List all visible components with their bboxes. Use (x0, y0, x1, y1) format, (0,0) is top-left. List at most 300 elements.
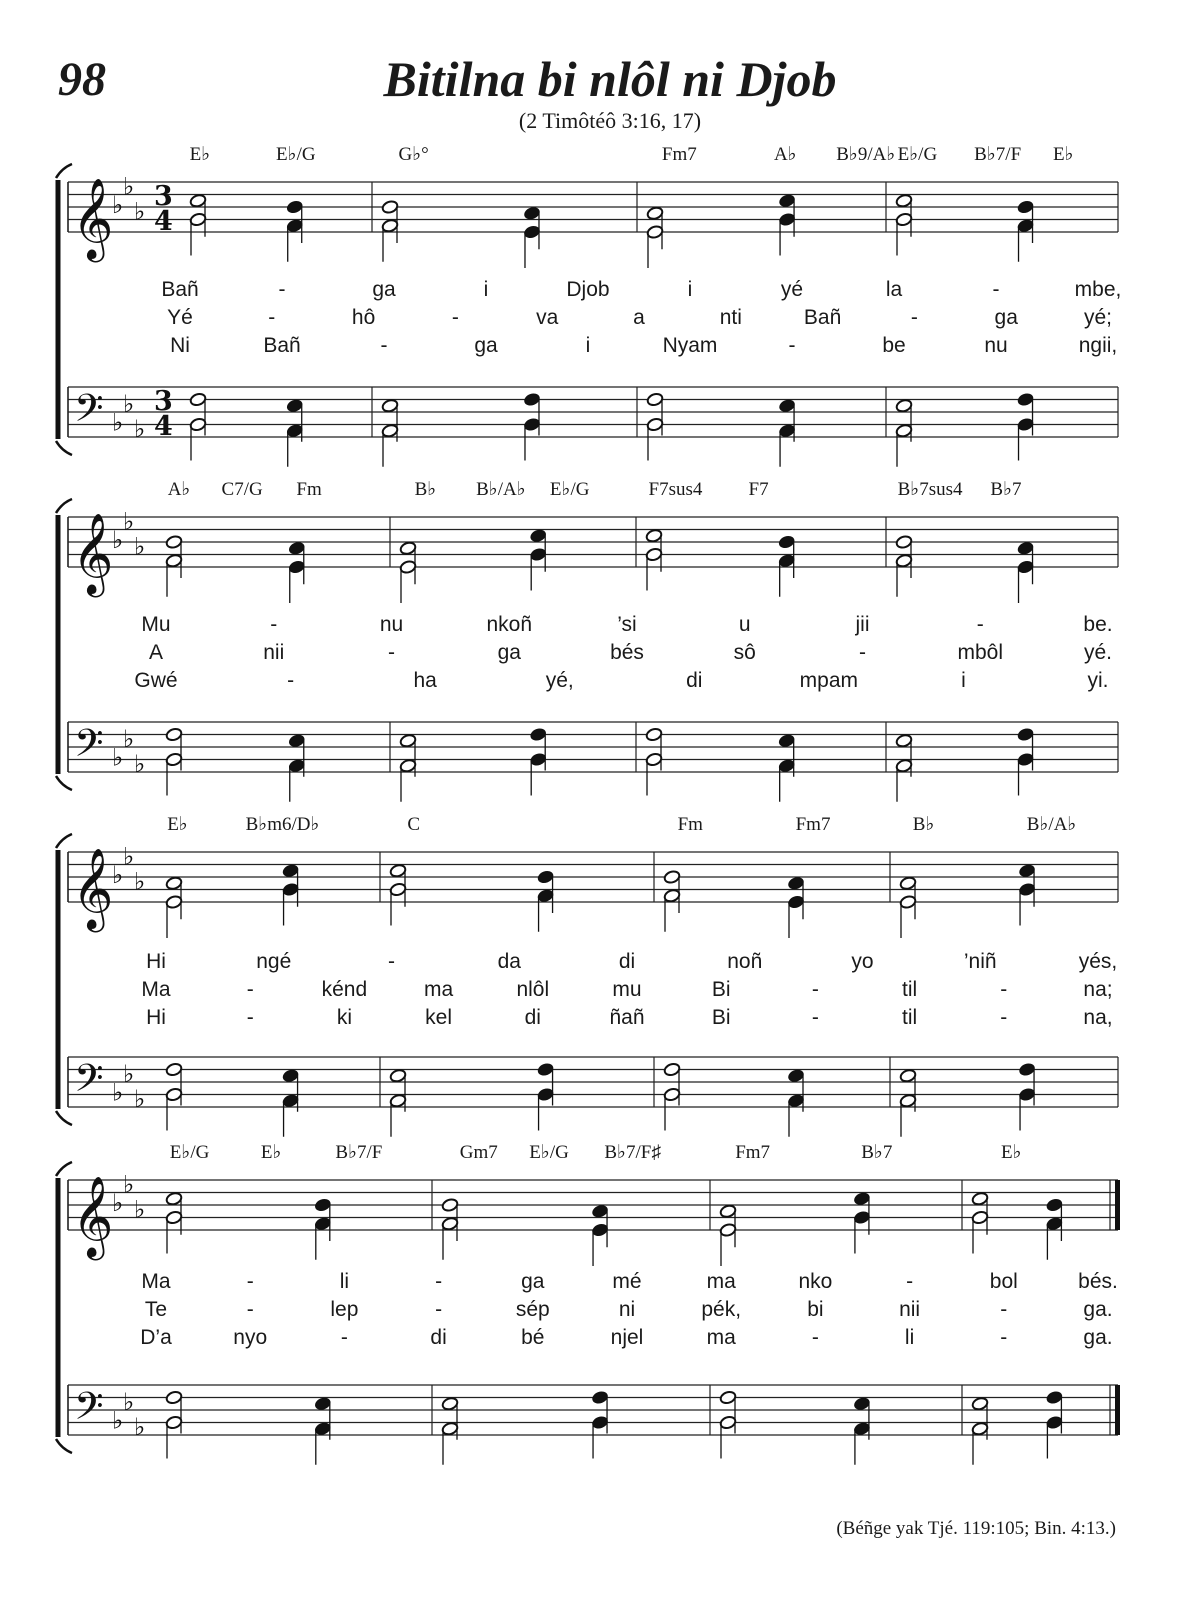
lyric-syllable: lep (330, 1298, 359, 1321)
lyric-hyphen: - (388, 641, 395, 664)
notehead (778, 398, 796, 413)
lyric-syllable: nu (379, 613, 404, 636)
notehead (165, 895, 183, 910)
notehead (523, 206, 541, 221)
notehead (1046, 1198, 1064, 1213)
time-signature-bottom: 4 (154, 206, 173, 237)
treble-staff (68, 1180, 1118, 1230)
notehead (899, 1093, 917, 1108)
notehead (663, 888, 681, 903)
treble-staff (68, 852, 1118, 902)
notehead (1046, 1390, 1064, 1405)
lyric-syllable: va (536, 306, 559, 329)
notehead (288, 541, 306, 556)
lyric-syllable: nkoñ (486, 613, 533, 636)
notehead (523, 225, 541, 240)
key-flat-icon: ♭ (112, 191, 124, 219)
lyric-hyphen: - (380, 334, 388, 357)
lyric-syllable: li (339, 1270, 350, 1293)
notehead (523, 417, 541, 432)
lyric-syllable: Nyam (662, 334, 718, 357)
lyric-syllable: nyo (233, 1326, 268, 1349)
treble-clef-icon: 𝄞 (72, 847, 114, 929)
lyric-syllable: ga. (1083, 1326, 1113, 1349)
notehead (288, 758, 306, 773)
notehead (537, 1087, 555, 1102)
notehead (282, 1093, 300, 1108)
lyric-syllable: na; (1083, 978, 1113, 1001)
notehead (286, 200, 304, 215)
system-4 (56, 1142, 1120, 1465)
notehead (389, 1068, 407, 1083)
chord-symbol: Gm7 (459, 1142, 498, 1163)
lyric-hyphen: - (910, 306, 918, 329)
lyric-syllable: ’si (617, 613, 637, 636)
notehead (314, 1396, 332, 1411)
notehead (1046, 1216, 1064, 1231)
key-flat-icon: ♭ (134, 1195, 146, 1224)
lyric-hyphen: - (246, 1298, 254, 1321)
notehead (895, 193, 913, 208)
notehead (645, 727, 663, 742)
key-flat-icon: ♭ (112, 1406, 124, 1435)
lyric-syllable: sô (733, 641, 756, 664)
notehead (646, 392, 664, 407)
lyric-hyphen: - (435, 1270, 443, 1293)
lyric-syllable: bé (521, 1326, 545, 1349)
notehead (1017, 727, 1035, 742)
system-bracket (56, 499, 72, 790)
notehead (778, 212, 796, 227)
lyric-syllable: Yé (167, 306, 193, 329)
lyric-syllable: be (882, 334, 906, 357)
treble-clef-icon: 𝄞 (72, 512, 114, 594)
lyric-syllable: mbôl (957, 641, 1004, 664)
lyric-syllable: yi. (1087, 669, 1109, 692)
notehead (441, 1396, 459, 1411)
lyric-hyphen: - (859, 641, 866, 664)
chord-symbol: B♭/A♭ (476, 479, 526, 500)
chord-symbol: E♭ (1001, 1142, 1022, 1163)
notehead (282, 1068, 300, 1083)
notehead (591, 1204, 609, 1219)
notehead (286, 218, 304, 233)
lyric-syllable: hô (351, 306, 376, 329)
lyric-syllable: ngii, (1078, 334, 1118, 357)
chord-symbol: A♭ (773, 144, 797, 165)
notehead (1018, 882, 1036, 897)
notehead (1017, 392, 1035, 407)
notehead (778, 733, 796, 748)
lyric-syllable: ma (424, 978, 454, 1001)
notehead (646, 417, 664, 432)
lyric-hyphen: - (246, 1270, 254, 1293)
lyric-hyphen: - (278, 278, 286, 301)
key-flat-icon: ♭ (123, 172, 135, 201)
hymn-number: 98 (58, 53, 106, 106)
notehead (165, 1087, 183, 1102)
lyric-hyphen: - (246, 978, 254, 1001)
notehead (895, 535, 913, 550)
lyric-syllable: ga (497, 641, 521, 664)
lyric-syllable: nko (798, 1270, 833, 1293)
notehead (537, 1062, 555, 1077)
notehead (399, 560, 417, 575)
notehead (591, 1223, 609, 1238)
chord-symbol: Fm7 (661, 144, 697, 165)
lyric-syllable: yés, (1078, 950, 1118, 973)
lyric-hyphen: - (976, 613, 984, 636)
lyric-syllable: Hi (146, 1006, 166, 1029)
key-flat-icon: ♭ (112, 861, 124, 889)
chord-symbol: B♭7/F♯ (604, 1142, 661, 1163)
notehead (381, 423, 399, 438)
notehead (529, 547, 547, 562)
final-barline-thick (1115, 1180, 1120, 1230)
notehead (189, 417, 207, 432)
chord-symbol: E♭/G (529, 1142, 569, 1163)
lyric-syllable: Mu (141, 613, 171, 636)
notehead (663, 1062, 681, 1077)
lyrics-verse-3 (134, 669, 1108, 692)
key-flat-icon: ♭ (123, 1170, 135, 1199)
lyric-syllable: yo (851, 950, 874, 973)
notehead (778, 758, 796, 773)
lyric-syllable: yé; (1083, 306, 1113, 329)
lyrics-verse-2 (149, 641, 1112, 664)
notehead (1018, 863, 1036, 878)
key-flat-icon: ♭ (134, 414, 146, 443)
notehead (537, 888, 555, 903)
notehead (663, 870, 681, 885)
lyrics-verse-1 (141, 613, 1112, 636)
notehead (529, 752, 547, 767)
notehead (778, 423, 796, 438)
notehead (381, 218, 399, 233)
notehead (778, 535, 796, 550)
notehead (389, 882, 407, 897)
lyric-hyphen: - (1000, 1006, 1008, 1029)
key-flat-icon: ♭ (123, 842, 135, 871)
footer-references: (Béñge yak Tjé. 119:105; Bin. 4:13.) (836, 1518, 1116, 1539)
notehead (537, 870, 555, 885)
chord-symbol: B♭7/F (335, 1142, 383, 1163)
lyric-hyphen: - (451, 306, 459, 329)
lyrics-verse-3 (170, 334, 1117, 357)
notehead (165, 1415, 183, 1430)
lyric-syllable: bés (610, 641, 644, 664)
lyric-syllable: Gwé (134, 669, 178, 692)
lyric-syllable: ki (336, 1006, 352, 1029)
hymn-title: Bitilna bi nlôl ni Djob (383, 51, 837, 107)
lyric-syllable: i (483, 278, 489, 301)
chord-symbol: E♭ (189, 144, 211, 165)
lyrics-verse-1 (146, 950, 1117, 973)
lyric-syllable: yé, (545, 669, 574, 692)
chord-symbol: Fm (677, 814, 703, 835)
treble-staff (68, 517, 1118, 567)
lyric-syllable: be. (1083, 613, 1113, 636)
lyric-syllable: li (904, 1326, 915, 1349)
time-signature-bottom: 4 (154, 411, 173, 442)
key-flat-icon: ♭ (123, 1387, 135, 1416)
lyric-syllable: nii (263, 641, 285, 664)
lyric-syllable: nu (984, 334, 1008, 357)
lyric-syllable: Hi (146, 950, 166, 973)
notehead (853, 1421, 871, 1436)
notehead (1018, 1062, 1036, 1077)
lyrics-verse-1 (141, 1270, 1117, 1293)
key-flat-icon: ♭ (112, 408, 124, 437)
key-flat-icon: ♭ (134, 532, 146, 561)
notehead (165, 876, 183, 891)
chord-symbol: B♭9/A♭ (836, 144, 896, 165)
lyric-syllable: Ma (141, 978, 171, 1001)
lyric-hyphen: - (811, 1326, 819, 1349)
notehead (282, 863, 300, 878)
system-bracket (56, 1162, 72, 1453)
chord-symbol: C (407, 814, 421, 835)
notehead (314, 1198, 332, 1213)
notehead (895, 398, 913, 413)
notehead (663, 1087, 681, 1102)
notehead (787, 895, 805, 910)
key-flat-icon: ♭ (134, 197, 146, 226)
lyric-syllable: Ma (141, 1270, 171, 1293)
notehead (719, 1415, 737, 1430)
key-flat-icon: ♭ (112, 1189, 124, 1217)
lyric-hyphen: - (811, 978, 819, 1001)
bass-staff (68, 1057, 1118, 1107)
chord-symbol: Fm (296, 479, 322, 500)
chord-symbol: E♭ (1053, 144, 1074, 165)
lyric-syllable: ga (521, 1270, 545, 1293)
notehead (1046, 1415, 1064, 1430)
lyric-syllable: Te (144, 1298, 168, 1321)
lyric-syllable: na, (1083, 1006, 1113, 1029)
notes (189, 193, 1034, 466)
lyric-syllable: ga (474, 334, 498, 357)
lyric-syllable: kel (425, 1006, 453, 1029)
lyric-syllable: ma (706, 1326, 736, 1349)
lyric-syllable: ñañ (609, 1006, 645, 1029)
key-flat-icon: ♭ (112, 743, 124, 772)
notehead (286, 423, 304, 438)
notehead (189, 193, 207, 208)
notehead (895, 553, 913, 568)
notehead (399, 733, 417, 748)
key-flat-icon: ♭ (134, 1412, 146, 1441)
lyric-hyphen: - (1000, 1298, 1008, 1321)
time-signature-top: 3 (154, 181, 173, 212)
notehead (381, 200, 399, 215)
chord-symbol: G♭° (398, 144, 429, 165)
notehead (314, 1421, 332, 1436)
chord-symbol: B♭7/F (974, 144, 1022, 165)
notehead (971, 1396, 989, 1411)
system-bracket (56, 164, 72, 455)
lyric-syllable: nti (719, 306, 742, 329)
lyric-syllable: di (430, 1326, 447, 1349)
chord-symbol: E♭ (167, 814, 188, 835)
notehead (282, 882, 300, 897)
key-flat-icon: ♭ (112, 1078, 124, 1107)
final-barline-thick (1115, 1385, 1120, 1435)
notehead (288, 733, 306, 748)
notehead (853, 1191, 871, 1206)
lyric-hyphen: - (1000, 1326, 1008, 1349)
lyric-syllable: Djob (566, 278, 610, 301)
lyric-syllable: njel (610, 1326, 644, 1349)
notehead (853, 1396, 871, 1411)
system-3 (56, 814, 1118, 1137)
notehead (529, 727, 547, 742)
notehead (787, 876, 805, 891)
notehead (971, 1191, 989, 1206)
chord-symbol: F7sus4 (648, 479, 703, 500)
lyric-syllable: D’a (140, 1326, 172, 1349)
lyric-syllable: mbe, (1074, 278, 1122, 301)
notehead (899, 876, 917, 891)
chord-symbol: B♭m6/D♭ (245, 814, 320, 835)
bass-staff (68, 722, 1118, 772)
lyric-hyphen: - (268, 306, 276, 329)
chord-symbol: B♭7sus4 (897, 479, 963, 500)
notehead (645, 528, 663, 543)
notehead (165, 752, 183, 767)
time-signature-top: 3 (154, 386, 173, 417)
lyric-hyphen: - (287, 669, 295, 692)
chord-symbol: Fm7 (795, 814, 831, 835)
notehead (778, 553, 796, 568)
lyric-syllable: ga (994, 306, 1018, 329)
chord-symbol: B♭7 (990, 479, 1022, 500)
lyric-syllable: til (902, 1006, 918, 1029)
key-flat-icon: ♭ (123, 724, 135, 753)
lyric-syllable: Ni (170, 334, 190, 357)
chord-symbol: E♭/G (169, 1142, 210, 1163)
notehead (899, 895, 917, 910)
notehead (1017, 200, 1035, 215)
lyric-syllable: yé (780, 278, 804, 301)
lyric-syllable: ni (618, 1298, 636, 1321)
notehead (286, 398, 304, 413)
lyric-hyphen: - (246, 1006, 254, 1029)
lyrics-verse-1 (161, 278, 1121, 301)
notehead (389, 863, 407, 878)
lyric-hyphen: - (388, 950, 395, 973)
notehead (1017, 218, 1035, 233)
lyric-syllable: ga. (1083, 1298, 1113, 1321)
lyric-syllable: jii (855, 613, 870, 636)
lyrics-verse-2 (141, 978, 1112, 1001)
key-flat-icon: ♭ (123, 507, 135, 536)
lyrics-verse-3 (146, 1006, 1113, 1029)
notehead (165, 553, 183, 568)
notehead (165, 1390, 183, 1405)
chord-symbol: B♭/A♭ (1026, 814, 1077, 835)
lyric-syllable: la (885, 278, 903, 301)
notehead (1017, 541, 1035, 556)
notehead (899, 1068, 917, 1083)
notehead (1017, 752, 1035, 767)
lyrics-verse-3 (140, 1326, 1112, 1349)
lyric-syllable: noñ (727, 950, 763, 973)
lyric-syllable: yé. (1083, 641, 1113, 664)
treble-clef-icon: 𝄞 (72, 177, 114, 259)
lyric-syllable: bol (989, 1270, 1018, 1293)
lyric-syllable: nlôl (516, 978, 550, 1001)
notehead (165, 535, 183, 550)
lyric-syllable: ma (706, 1270, 736, 1293)
notehead (441, 1198, 459, 1213)
scripture-reference: (2 Timôtéô 3:16, 17) (518, 108, 702, 133)
lyric-syllable: i (961, 669, 966, 692)
lyrics-verse-2 (167, 306, 1112, 329)
notehead (646, 206, 664, 221)
bass-clef-icon: 𝄢 (74, 385, 104, 440)
key-flat-icon: ♭ (123, 389, 135, 418)
lyric-syllable: pék, (701, 1298, 742, 1321)
notehead (1017, 417, 1035, 432)
lyrics-verse-2 (145, 1298, 1113, 1321)
notehead (591, 1415, 609, 1430)
notehead (778, 193, 796, 208)
notes (165, 528, 1034, 801)
lyric-syllable: til (902, 978, 918, 1001)
notehead (165, 1191, 183, 1206)
chord-symbol: F7 (748, 479, 769, 500)
notehead (646, 225, 664, 240)
lyric-syllable: da (497, 950, 521, 973)
lyric-syllable: mé (612, 1270, 642, 1293)
notehead (853, 1210, 871, 1225)
notehead (523, 392, 541, 407)
lyric-syllable: a (633, 306, 645, 329)
lyric-syllable: Bi (711, 1006, 731, 1029)
lyric-syllable: Bañ (803, 306, 842, 329)
notehead (787, 1068, 805, 1083)
notehead (971, 1210, 989, 1225)
chord-symbol: E♭/G (897, 144, 938, 165)
notehead (314, 1216, 332, 1231)
notehead (591, 1390, 609, 1405)
notehead (441, 1216, 459, 1231)
bass-clef-icon: 𝄢 (74, 720, 104, 775)
lyric-syllable: Bi (711, 978, 731, 1001)
treble-staff (68, 182, 1118, 232)
lyric-hyphen: - (788, 334, 796, 357)
notehead (645, 547, 663, 562)
notehead (399, 758, 417, 773)
lyric-syllable: A (148, 641, 164, 664)
lyric-hyphen: - (811, 1006, 819, 1029)
lyric-syllable: mpam (799, 669, 859, 692)
lyric-syllable: i (585, 334, 591, 357)
notehead (189, 212, 207, 227)
bass-clef-icon: 𝄢 (74, 1383, 104, 1438)
lyric-syllable: bés. (1078, 1270, 1118, 1293)
notehead (389, 1093, 407, 1108)
lyric-syllable: ga (372, 278, 396, 301)
key-flat-icon: ♭ (123, 1059, 135, 1088)
notehead (895, 423, 913, 438)
bass-clef-icon: 𝄢 (74, 1055, 104, 1110)
lyric-syllable: bi (807, 1298, 824, 1321)
lyric-syllable: mu (612, 978, 642, 1001)
lyric-syllable: di (618, 950, 636, 973)
chord-symbol: E♭/G (549, 479, 590, 500)
